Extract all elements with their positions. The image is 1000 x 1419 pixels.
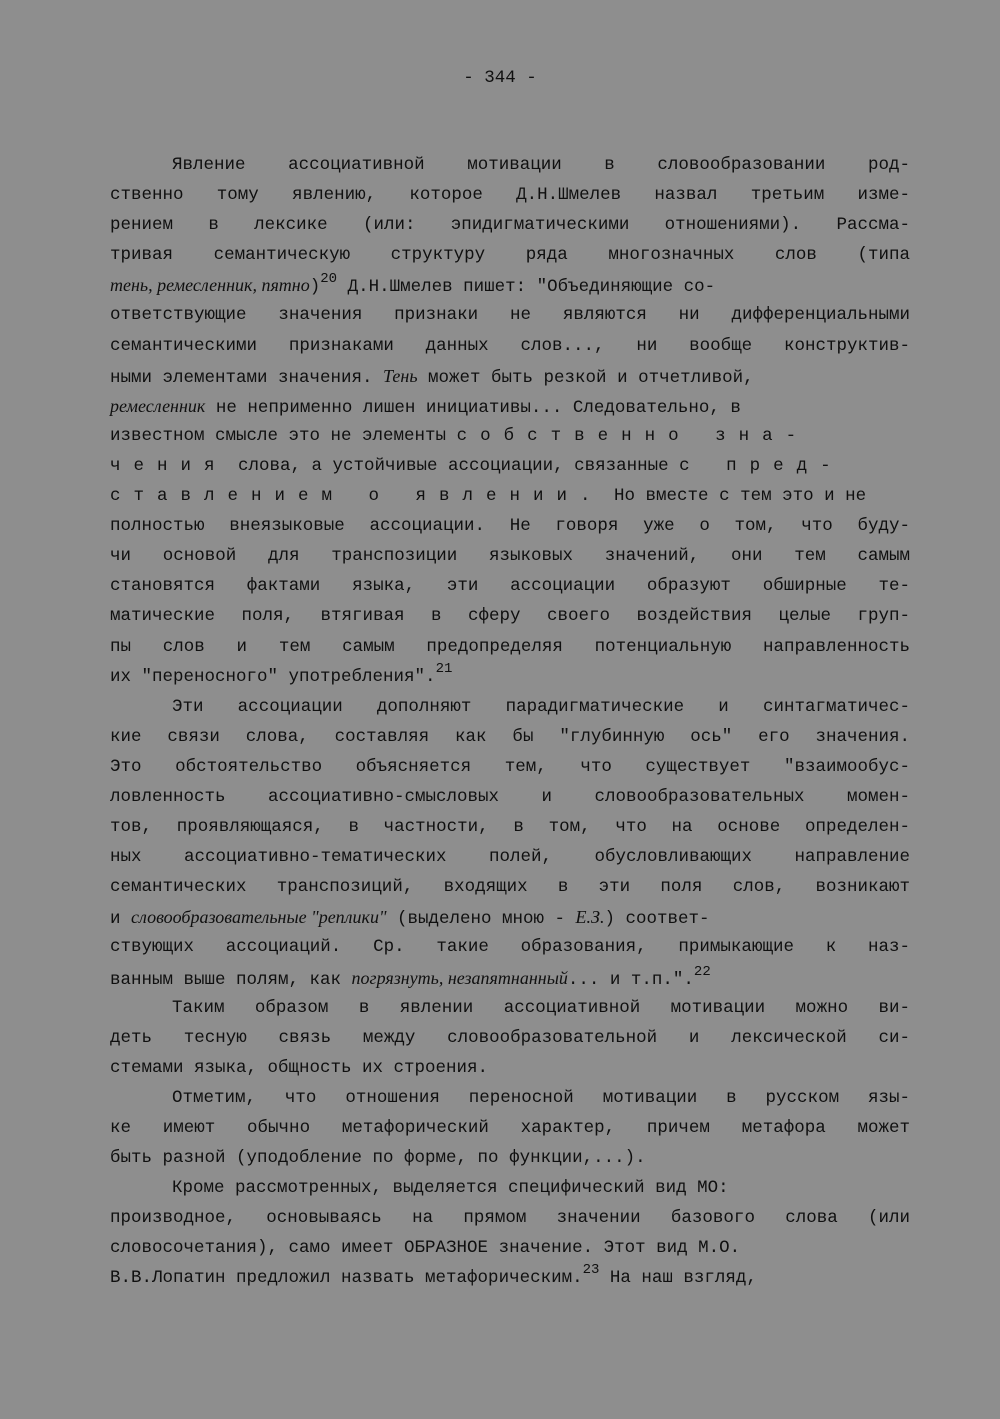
text-line: тов, проявляющаяся, в частности, в том, что на основе определен- bbox=[110, 817, 910, 838]
text-span: Но вместе с тем это и не bbox=[603, 486, 867, 507]
text-line: быть разной (уподобление по форме, по функции,...). bbox=[110, 1148, 646, 1169]
text-line: матические поля, втягивая в сферу своего воздействия целые груп- bbox=[110, 606, 910, 627]
text-line: становятся фактами языка, эти ассоциации образуют обширные те- bbox=[110, 576, 910, 597]
text-line bbox=[110, 1263, 910, 1293]
text-line: чи основой для транспозиции языковых значений, они тем самым bbox=[110, 546, 910, 567]
text-line bbox=[110, 270, 910, 300]
text-line: Кроме рассмотренных, выделяется специфический вид МО: bbox=[172, 1178, 729, 1199]
text-line: семантических транспозиций, входящих в эти поля слов, возникают bbox=[110, 877, 910, 898]
text-line: полностью внеязыковые ассоциации. Не говоря уже о том, что буду- bbox=[110, 516, 910, 537]
text-span: ными элементами значения. bbox=[110, 367, 384, 388]
text-span: может быть резкой и отчетливой, bbox=[417, 367, 754, 388]
text-line bbox=[110, 662, 910, 692]
footnote-ref: 20 bbox=[320, 271, 338, 288]
text-line: производное, основываясь на прямом значении базового слова (или bbox=[110, 1208, 910, 1229]
text-line: ных ассоциативно-тематических полей, обусловливающих направление bbox=[110, 847, 910, 868]
text-line: Это обстоятельство объясняется тем, что существует "взаимообус- bbox=[110, 756, 910, 777]
text-line bbox=[110, 391, 910, 421]
spaced-emphasis: ставлением о явлении. bbox=[110, 486, 604, 507]
page-body bbox=[110, 150, 910, 1294]
text-line: пы слов и тем самым предопределяя потенциальную направленность bbox=[110, 636, 910, 657]
text-span: ванным выше полям, как bbox=[110, 969, 352, 990]
italic-initials: Е.З. bbox=[575, 907, 605, 928]
text-span: В.В.Лопатин предложил назвать метафорическим. bbox=[110, 1268, 583, 1289]
text-span: ) bbox=[309, 277, 321, 298]
text-line: словосочетания), само имеет ОБРАЗНОЕ значение. Этот вид М.О. bbox=[110, 1238, 741, 1259]
text-line: рением в лексике (или: эпидигматическими отношениями). Рассма- bbox=[110, 215, 910, 236]
text-line: кие связи слова, составляя как бы "глубинную ось" его значения. bbox=[110, 726, 910, 747]
text-line: семантическими признаками данных слов..., ни вообще конструктив- bbox=[110, 335, 910, 356]
text-line: Таким образом в явлении ассоциативной мотивации можно ви- bbox=[172, 997, 910, 1018]
italic-example: Тень bbox=[383, 365, 418, 386]
text-line: ловленность ассоциативно-смысловых и словообразовательных момен- bbox=[110, 786, 910, 807]
text-span: (выделено мною - bbox=[386, 909, 576, 930]
spaced-emphasis: с пред- bbox=[679, 455, 844, 476]
text-line bbox=[110, 361, 910, 391]
footnote-ref: 22 bbox=[693, 963, 711, 980]
text-span: Д.Н.Шмелев пишет: "Объединяющие со- bbox=[337, 277, 716, 298]
text-line: Эти ассоциации дополняют парадигматические и синтагматичес- bbox=[172, 696, 910, 717]
text-line bbox=[110, 963, 910, 993]
text-span: ) соответ- bbox=[604, 909, 710, 930]
text-line bbox=[110, 451, 910, 481]
text-line: ке имеют обычно метафорический характер, причем метафора может bbox=[110, 1118, 910, 1138]
text-span: известном смысле это не элементы bbox=[110, 425, 457, 446]
text-line: деть тесную связь между словообразовательной и лексической си- bbox=[110, 1027, 910, 1048]
footnote-ref: 23 bbox=[582, 1262, 600, 1279]
text-line bbox=[110, 481, 910, 511]
text-span: их "переносного" употребления". bbox=[110, 666, 436, 687]
text-line: тривая семантическую структуру ряда многозначных слов (типа bbox=[110, 245, 910, 266]
text-line: Отметим, что отношения переносной мотивации в русском язы- bbox=[172, 1087, 910, 1108]
spaced-emphasis: собственно зна- bbox=[456, 425, 810, 446]
italic-example: погрязнуть, незапятнанный bbox=[351, 967, 568, 988]
text-line: ствующих ассоциаций. Ср. такие образования, примыкающие к наз- bbox=[110, 937, 910, 958]
text-span: не неприменно лишен инициативы... Следовательно, в bbox=[205, 397, 741, 418]
text-span: слова, а устойчивые ассоциации, связанные bbox=[227, 455, 680, 476]
text-span: На наш взгляд, bbox=[599, 1268, 757, 1289]
text-line: ответствующие значения признаки не являются ни дифференциальными bbox=[110, 305, 910, 326]
text-line: ственно тому явлению, которое Д.Н.Шмелев назвал третьим изме- bbox=[110, 185, 910, 206]
spaced-emphasis: чения bbox=[110, 455, 228, 476]
footnote-ref: 21 bbox=[435, 660, 453, 677]
text-line: Явление ассоциативной мотивации в словообразовании род- bbox=[172, 155, 910, 175]
text-line: стемами языка, общность их строения. bbox=[110, 1057, 489, 1078]
text-line bbox=[110, 902, 910, 932]
page-number: - 344 - bbox=[463, 68, 537, 88]
italic-example: ремесленник bbox=[110, 395, 206, 416]
text-line bbox=[110, 421, 910, 451]
text-span: ... и т.п.". bbox=[567, 969, 694, 990]
text-span: и bbox=[110, 909, 132, 930]
italic-example: тень, ремесленник, пятно bbox=[110, 275, 310, 296]
italic-example: словообразовательные "реплики" bbox=[131, 907, 387, 928]
